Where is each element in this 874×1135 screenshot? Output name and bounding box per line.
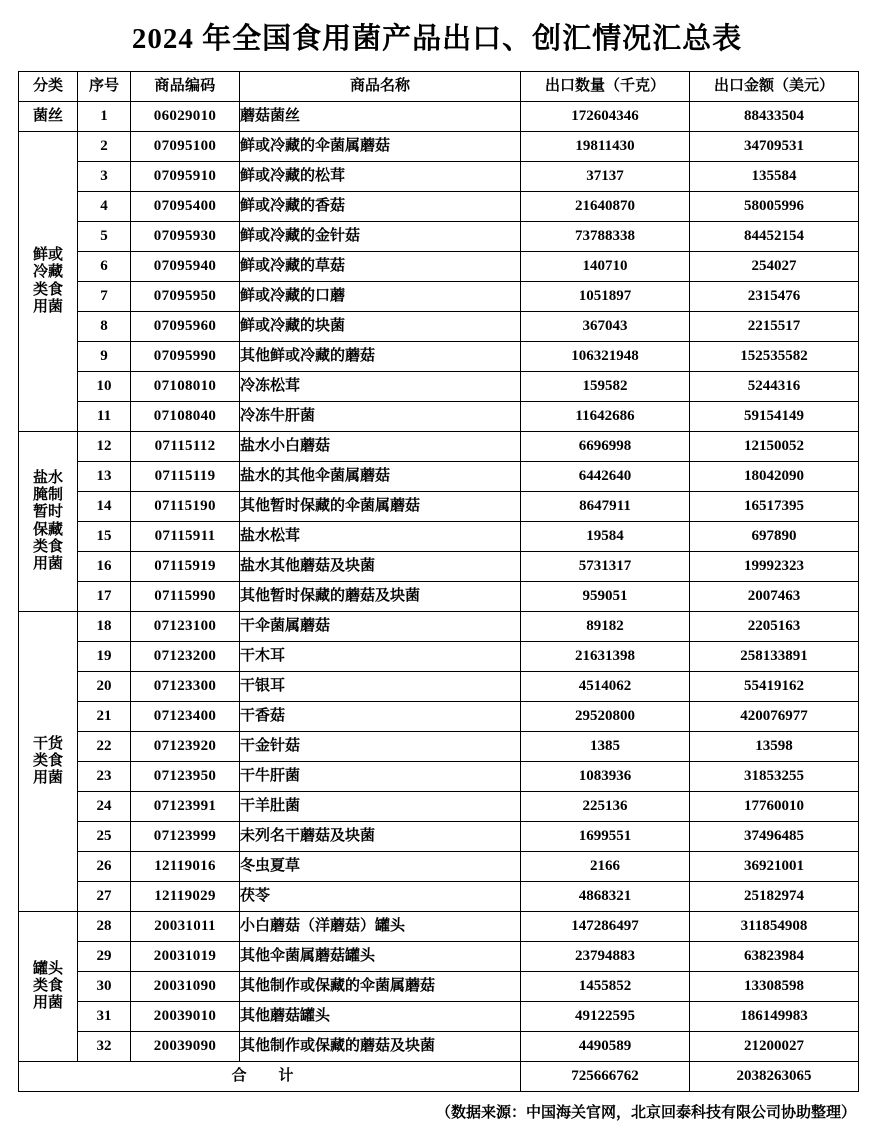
cell-index: 13: [78, 462, 131, 492]
cell-quantity: 4868321: [521, 882, 690, 912]
cell-index: 17: [78, 582, 131, 612]
column-header-code: 商品编码: [131, 72, 240, 102]
table-row: [19, 1002, 859, 1032]
cell-code: 07123920: [131, 732, 240, 762]
cell-quantity: 1083936: [521, 762, 690, 792]
table-row: [19, 432, 859, 462]
cell-index: 3: [78, 162, 131, 192]
cell-amount: 186149983: [690, 1002, 859, 1032]
cell-quantity: 73788338: [521, 222, 690, 252]
cell-code: 07123400: [131, 702, 240, 732]
cell-quantity: 6696998: [521, 432, 690, 462]
cell-product-name: 鲜或冷藏的伞菌属蘑菇: [240, 132, 521, 162]
cell-quantity: 4514062: [521, 672, 690, 702]
table-row: [19, 222, 859, 252]
cell-amount: 311854908: [690, 912, 859, 942]
cell-code: 06029010: [131, 102, 240, 132]
cell-code: 20039090: [131, 1032, 240, 1062]
column-header-product-name: 商品名称: [240, 72, 521, 102]
cell-code: 07115911: [131, 522, 240, 552]
cell-amount: 55419162: [690, 672, 859, 702]
cell-product-name: 其他蘑菇罐头: [240, 1002, 521, 1032]
cell-product-name: 干香菇: [240, 702, 521, 732]
table-row: [19, 402, 859, 432]
cell-code: 07095930: [131, 222, 240, 252]
cell-amount: 12150052: [690, 432, 859, 462]
cell-product-name: 鲜或冷藏的金针菇: [240, 222, 521, 252]
total-quantity: 725666762: [521, 1062, 690, 1092]
cell-product-name: 蘑菇菌丝: [240, 102, 521, 132]
cell-product-name: 其他制作或保藏的蘑菇及块菌: [240, 1032, 521, 1062]
cell-index: 20: [78, 672, 131, 702]
cell-code: 07115119: [131, 462, 240, 492]
cell-code: 07095990: [131, 342, 240, 372]
cell-code: 07095910: [131, 162, 240, 192]
cell-quantity: 89182: [521, 612, 690, 642]
cell-amount: 5244316: [690, 372, 859, 402]
cell-code: 07123200: [131, 642, 240, 672]
cell-code: 12119029: [131, 882, 240, 912]
cell-quantity: 8647911: [521, 492, 690, 522]
cell-quantity: 367043: [521, 312, 690, 342]
cell-index: 4: [78, 192, 131, 222]
table-row: [19, 972, 859, 1002]
cell-code: 07123300: [131, 672, 240, 702]
cell-product-name: 盐水其他蘑菇及块菌: [240, 552, 521, 582]
cell-amount: 254027: [690, 252, 859, 282]
cell-product-name: 冷冻牛肝菌: [240, 402, 521, 432]
cell-code: 07108040: [131, 402, 240, 432]
cell-index: 29: [78, 942, 131, 972]
cell-code: 07108010: [131, 372, 240, 402]
cell-quantity: 225136: [521, 792, 690, 822]
cell-amount: 258133891: [690, 642, 859, 672]
cell-index: 27: [78, 882, 131, 912]
cell-quantity: 1051897: [521, 282, 690, 312]
cell-amount: 135584: [690, 162, 859, 192]
cell-product-name: 鲜或冷藏的松茸: [240, 162, 521, 192]
cell-product-name: 其他暂时保藏的伞菌属蘑菇: [240, 492, 521, 522]
table-row: [19, 192, 859, 222]
table-footer: [19, 1062, 859, 1092]
cell-code: 07115190: [131, 492, 240, 522]
cell-index: 19: [78, 642, 131, 672]
cell-product-name: 鲜或冷藏的香菇: [240, 192, 521, 222]
cell-code: 07115112: [131, 432, 240, 462]
cell-index: 7: [78, 282, 131, 312]
cell-index: 23: [78, 762, 131, 792]
table-row: [19, 612, 859, 642]
cell-quantity: 959051: [521, 582, 690, 612]
cell-code: 07115919: [131, 552, 240, 582]
cell-index: 6: [78, 252, 131, 282]
cell-quantity: 172604346: [521, 102, 690, 132]
cell-amount: 31853255: [690, 762, 859, 792]
cell-quantity: 1385: [521, 732, 690, 762]
category-cell: 罐头 类食 用菌: [19, 912, 78, 1062]
table-row: [19, 162, 859, 192]
cell-index: 10: [78, 372, 131, 402]
cell-amount: 420076977: [690, 702, 859, 732]
cell-code: 07123100: [131, 612, 240, 642]
table-row: [19, 852, 859, 882]
cell-product-name: 盐水的其他伞菌属蘑菇: [240, 462, 521, 492]
cell-quantity: 21631398: [521, 642, 690, 672]
cell-code: 20031011: [131, 912, 240, 942]
cell-product-name: 冷冻松茸: [240, 372, 521, 402]
cell-code: 07123950: [131, 762, 240, 792]
source-note: （数据来源：中国海关官网，北京回泰科技有限公司协助整理）: [435, 1105, 856, 1121]
cell-product-name: 干木耳: [240, 642, 521, 672]
cell-amount: 2215517: [690, 312, 859, 342]
cell-quantity: 11642686: [521, 402, 690, 432]
cell-code: 07095400: [131, 192, 240, 222]
cell-quantity: 21640870: [521, 192, 690, 222]
cell-product-name: 干金针菇: [240, 732, 521, 762]
cell-index: 22: [78, 732, 131, 762]
cell-index: 1: [78, 102, 131, 132]
cell-index: 8: [78, 312, 131, 342]
cell-product-name: 干牛肝菌: [240, 762, 521, 792]
total-label: 合 计: [19, 1062, 521, 1092]
table-row: [19, 102, 859, 132]
cell-amount: 18042090: [690, 462, 859, 492]
cell-product-name: 其他伞菌属蘑菇罐头: [240, 942, 521, 972]
cell-amount: 36921001: [690, 852, 859, 882]
cell-quantity: 159582: [521, 372, 690, 402]
table-row: [19, 372, 859, 402]
table-row: [19, 492, 859, 522]
table-row: [19, 462, 859, 492]
cell-quantity: 140710: [521, 252, 690, 282]
cell-amount: 84452154: [690, 222, 859, 252]
cell-amount: 25182974: [690, 882, 859, 912]
cell-index: 31: [78, 1002, 131, 1032]
column-header-quantity: 出口数量（千克）: [521, 72, 690, 102]
cell-product-name: 冬虫夏草: [240, 852, 521, 882]
cell-code: 07095950: [131, 282, 240, 312]
cell-product-name: 鲜或冷藏的草菇: [240, 252, 521, 282]
cell-quantity: 37137: [521, 162, 690, 192]
cell-product-name: 盐水小白蘑菇: [240, 432, 521, 462]
table-row: [19, 252, 859, 282]
cell-product-name: 干银耳: [240, 672, 521, 702]
table-row: [19, 312, 859, 342]
table-row: [19, 762, 859, 792]
column-header-category: 分类: [19, 72, 78, 102]
cell-index: 14: [78, 492, 131, 522]
cell-amount: 152535582: [690, 342, 859, 372]
cell-quantity: 147286497: [521, 912, 690, 942]
cell-code: 12119016: [131, 852, 240, 882]
cell-amount: 16517395: [690, 492, 859, 522]
cell-quantity: 29520800: [521, 702, 690, 732]
cell-amount: 13308598: [690, 972, 859, 1002]
table-header: [19, 72, 859, 102]
cell-amount: 17760010: [690, 792, 859, 822]
cell-product-name: 小白蘑菇（洋蘑菇）罐头: [240, 912, 521, 942]
cell-amount: 2315476: [690, 282, 859, 312]
table-row: [19, 582, 859, 612]
category-cell: 菌丝: [19, 102, 78, 132]
cell-amount: 19992323: [690, 552, 859, 582]
cell-code: 07095940: [131, 252, 240, 282]
cell-code: 20031019: [131, 942, 240, 972]
cell-index: 12: [78, 432, 131, 462]
cell-index: 32: [78, 1032, 131, 1062]
cell-amount: 697890: [690, 522, 859, 552]
cell-product-name: 干羊肚菌: [240, 792, 521, 822]
cell-product-name: 其他鲜或冷藏的蘑菇: [240, 342, 521, 372]
category-cell: 干货 类食 用菌: [19, 612, 78, 912]
table-row: [19, 912, 859, 942]
cell-code: 07095960: [131, 312, 240, 342]
table-row: [19, 132, 859, 162]
table-row: [19, 822, 859, 852]
table-header-row: [19, 72, 859, 102]
table-body: [19, 102, 859, 1062]
cell-quantity: 106321948: [521, 342, 690, 372]
cell-amount: 63823984: [690, 942, 859, 972]
cell-quantity: 6442640: [521, 462, 690, 492]
cell-amount: 13598: [690, 732, 859, 762]
cell-product-name: 鲜或冷藏的口蘑: [240, 282, 521, 312]
cell-product-name: 其他制作或保藏的伞菌属蘑菇: [240, 972, 521, 1002]
cell-product-name: 干伞菌属蘑菇: [240, 612, 521, 642]
cell-index: 2: [78, 132, 131, 162]
page-title: 2024 年全国食用菌产品出口、创汇情况汇总表: [131, 23, 743, 55]
cell-amount: 59154149: [690, 402, 859, 432]
cell-code: 20039010: [131, 1002, 240, 1032]
cell-amount: 88433504: [690, 102, 859, 132]
table-row: [19, 552, 859, 582]
cell-quantity: 5731317: [521, 552, 690, 582]
table-row: [19, 342, 859, 372]
cell-code: 07115990: [131, 582, 240, 612]
cell-index: 5: [78, 222, 131, 252]
cell-index: 18: [78, 612, 131, 642]
cell-amount: 21200027: [690, 1032, 859, 1062]
table-row: [19, 522, 859, 552]
cell-index: 9: [78, 342, 131, 372]
export-summary-table: [18, 71, 859, 1092]
cell-product-name: 未列名干蘑菇及块菌: [240, 822, 521, 852]
cell-code: 20031090: [131, 972, 240, 1002]
cell-product-name: 茯苓: [240, 882, 521, 912]
column-header-index: 序号: [78, 72, 131, 102]
cell-index: 11: [78, 402, 131, 432]
cell-amount: 2205163: [690, 612, 859, 642]
cell-index: 24: [78, 792, 131, 822]
cell-product-name: 盐水松茸: [240, 522, 521, 552]
table-row: [19, 732, 859, 762]
cell-amount: 2007463: [690, 582, 859, 612]
cell-code: 07123991: [131, 792, 240, 822]
table-row: [19, 942, 859, 972]
cell-code: 07095100: [131, 132, 240, 162]
table-row: [19, 1032, 859, 1062]
category-cell: 鲜或 冷藏 类食 用菌: [19, 132, 78, 432]
category-cell: 盐水 腌制 暂时 保藏 类食 用菌: [19, 432, 78, 612]
cell-index: 26: [78, 852, 131, 882]
column-header-amount: 出口金额（美元）: [690, 72, 859, 102]
cell-quantity: 19811430: [521, 132, 690, 162]
cell-quantity: 19584: [521, 522, 690, 552]
cell-quantity: 23794883: [521, 942, 690, 972]
total-amount: 2038263065: [690, 1062, 859, 1092]
table-row: [19, 672, 859, 702]
table-row: [19, 882, 859, 912]
table-row: [19, 702, 859, 732]
cell-code: 07123999: [131, 822, 240, 852]
cell-product-name: 鲜或冷藏的块菌: [240, 312, 521, 342]
cell-index: 21: [78, 702, 131, 732]
cell-amount: 58005996: [690, 192, 859, 222]
cell-index: 25: [78, 822, 131, 852]
table-row: [19, 792, 859, 822]
cell-quantity: 1699551: [521, 822, 690, 852]
cell-quantity: 4490589: [521, 1032, 690, 1062]
cell-product-name: 其他暂时保藏的蘑菇及块菌: [240, 582, 521, 612]
cell-index: 16: [78, 552, 131, 582]
cell-quantity: 1455852: [521, 972, 690, 1002]
cell-index: 15: [78, 522, 131, 552]
table-row: [19, 282, 859, 312]
cell-amount: 34709531: [690, 132, 859, 162]
total-row: [19, 1062, 859, 1092]
cell-quantity: 2166: [521, 852, 690, 882]
table-row: [19, 642, 859, 672]
cell-index: 30: [78, 972, 131, 1002]
cell-amount: 37496485: [690, 822, 859, 852]
cell-index: 28: [78, 912, 131, 942]
cell-quantity: 49122595: [521, 1002, 690, 1032]
